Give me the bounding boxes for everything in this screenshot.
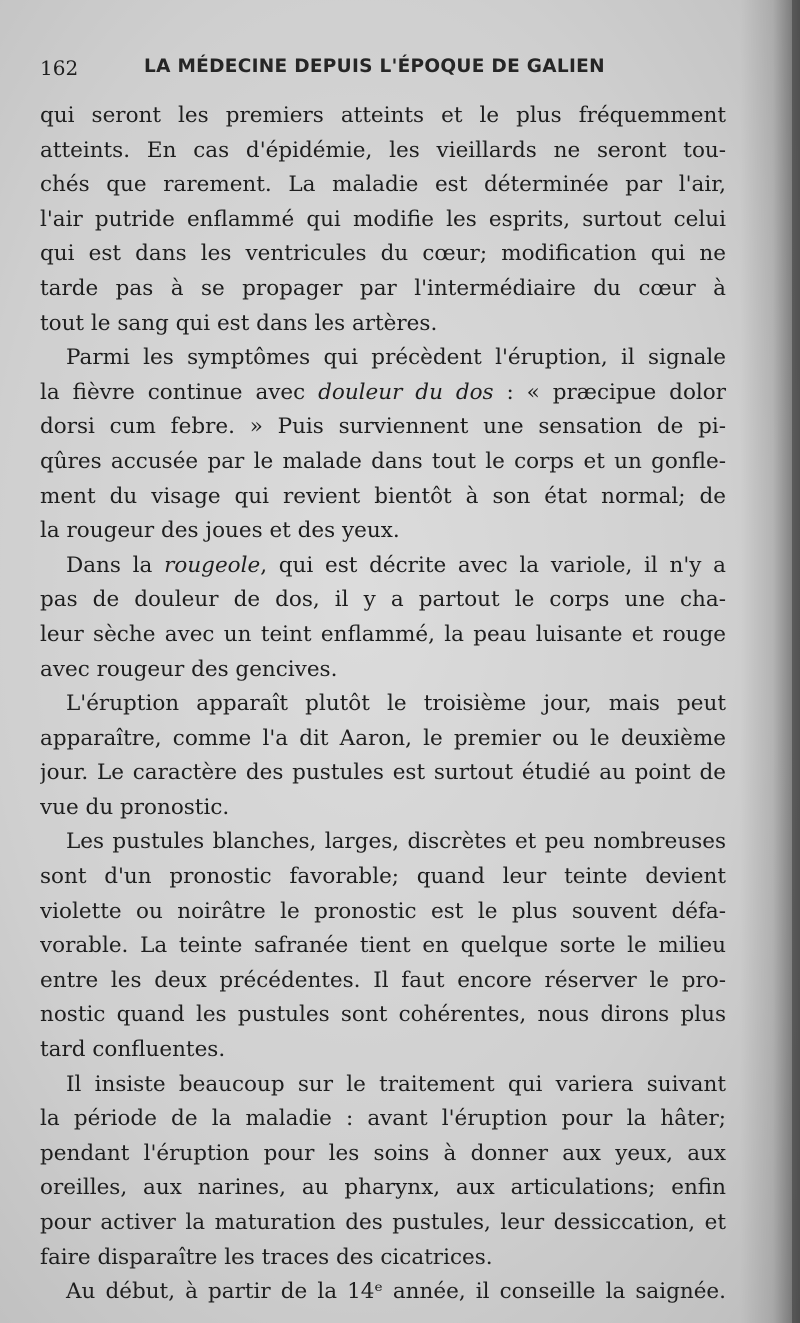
text-segment: : « præcipue dolor [493, 379, 726, 405]
text-line: faire disparaître les traces des cicatrices. [40, 1244, 493, 1270]
text-line: Au début, à partir de la 14ᵉ année, il conseille la saignée. [66, 1279, 726, 1305]
text-line: tard confluentes. [40, 1037, 226, 1063]
text-line: chés que rarement. La maladie est déterminée par l'air, [40, 172, 726, 198]
text-line: pour activer la maturation des pustules, leur dessiccation, et [40, 1210, 726, 1235]
text-segment: , qui est décrite avec la variole, il n'y a [260, 552, 726, 578]
text-line: qui est dans les ventricules du cœur; modification qui ne [40, 241, 726, 267]
body-text [40, 99, 726, 1309]
text-segment: la fièvre continue avec [40, 379, 319, 405]
text-line: sont d'un pronostic favorable; quand leur teinte devient [40, 864, 726, 890]
text-line: la période de la maladie : avant l'éruption pour la hâter; [40, 1106, 726, 1132]
text-line: apparaître, comme l'a dit Aaron, le premier ou le deuxième [40, 725, 726, 751]
page-number: 162 [40, 56, 79, 80]
text-line: qûres accusée par le malade dans tout le corps et un gonfle- [40, 448, 726, 474]
page-gutter-shadow [740, 0, 800, 1323]
text-line: atteints. En cas d'épidémie, les vieillards ne seront tou- [40, 137, 726, 163]
text-line: Il insiste beaucoup sur le traitement qui variera suivant [66, 1071, 726, 1097]
text-segment: Dans la [66, 552, 165, 578]
page-edge [792, 0, 800, 1323]
text-line: pas de douleur de dos, il y a partout le corps une cha- [40, 587, 726, 613]
text-line: ment du visage qui revient bientôt à son état normal; de [40, 483, 726, 509]
text-line: avec rougeur des gencives. [40, 656, 338, 682]
running-title: LA MÉDECINE DEPUIS L'ÉPOQUE DE GALIEN [144, 56, 605, 77]
italic-term: rougeole [164, 552, 261, 578]
text-line: L'éruption apparaît plutôt le troisième jour, mais peut [66, 691, 726, 717]
text-line: Parmi les symptômes qui précèdent l'éruption, il signale [66, 345, 726, 371]
italic-term: douleur du dos [318, 379, 494, 405]
text-line: qui seront les premiers atteints et le plus fréquemment [40, 103, 726, 128]
text-line: l'air putride enflammé qui modifie les esprits, surtout celui [40, 206, 726, 232]
text-line: tout le sang qui est dans les artères. [40, 310, 438, 336]
text-line: dorsi cum febre. » Puis surviennent une sensation de pi- [40, 414, 726, 440]
text-line: vue du pronostic. [40, 794, 230, 820]
text-line: pendant l'éruption pour les soins à donner aux yeux, aux [40, 1140, 726, 1166]
text-line: oreilles, aux narines, au pharynx, aux articulations; enfin [40, 1175, 726, 1201]
text-line: vorable. La teinte safranée tient en quelque sorte le milieu [40, 933, 726, 959]
text-line: la rougeur des joues et des yeux. [40, 518, 400, 544]
page-header [40, 52, 730, 86]
text-line [40, 549, 726, 584]
text-line: violette ou noirâtre le pronostic est le plus souvent défa- [40, 898, 726, 924]
text-line: entre les deux précédentes. Il faut encore réserver le pro- [40, 967, 726, 993]
text-line: nostic quand les pustules sont cohérentes, nous dirons plus [40, 1002, 726, 1028]
text-line: tarde pas à se propager par l'intermédiaire du cœur à [40, 275, 726, 301]
text-line: Les pustules blanches, larges, discrètes et peu nombreuses [66, 829, 726, 855]
text-line: leur sèche avec un teint enflammé, la peau luisante et rouge [40, 621, 726, 647]
text-line: jour. Le caractère des pustules est surtout étudié au point de [40, 760, 726, 786]
text-line [40, 376, 726, 411]
